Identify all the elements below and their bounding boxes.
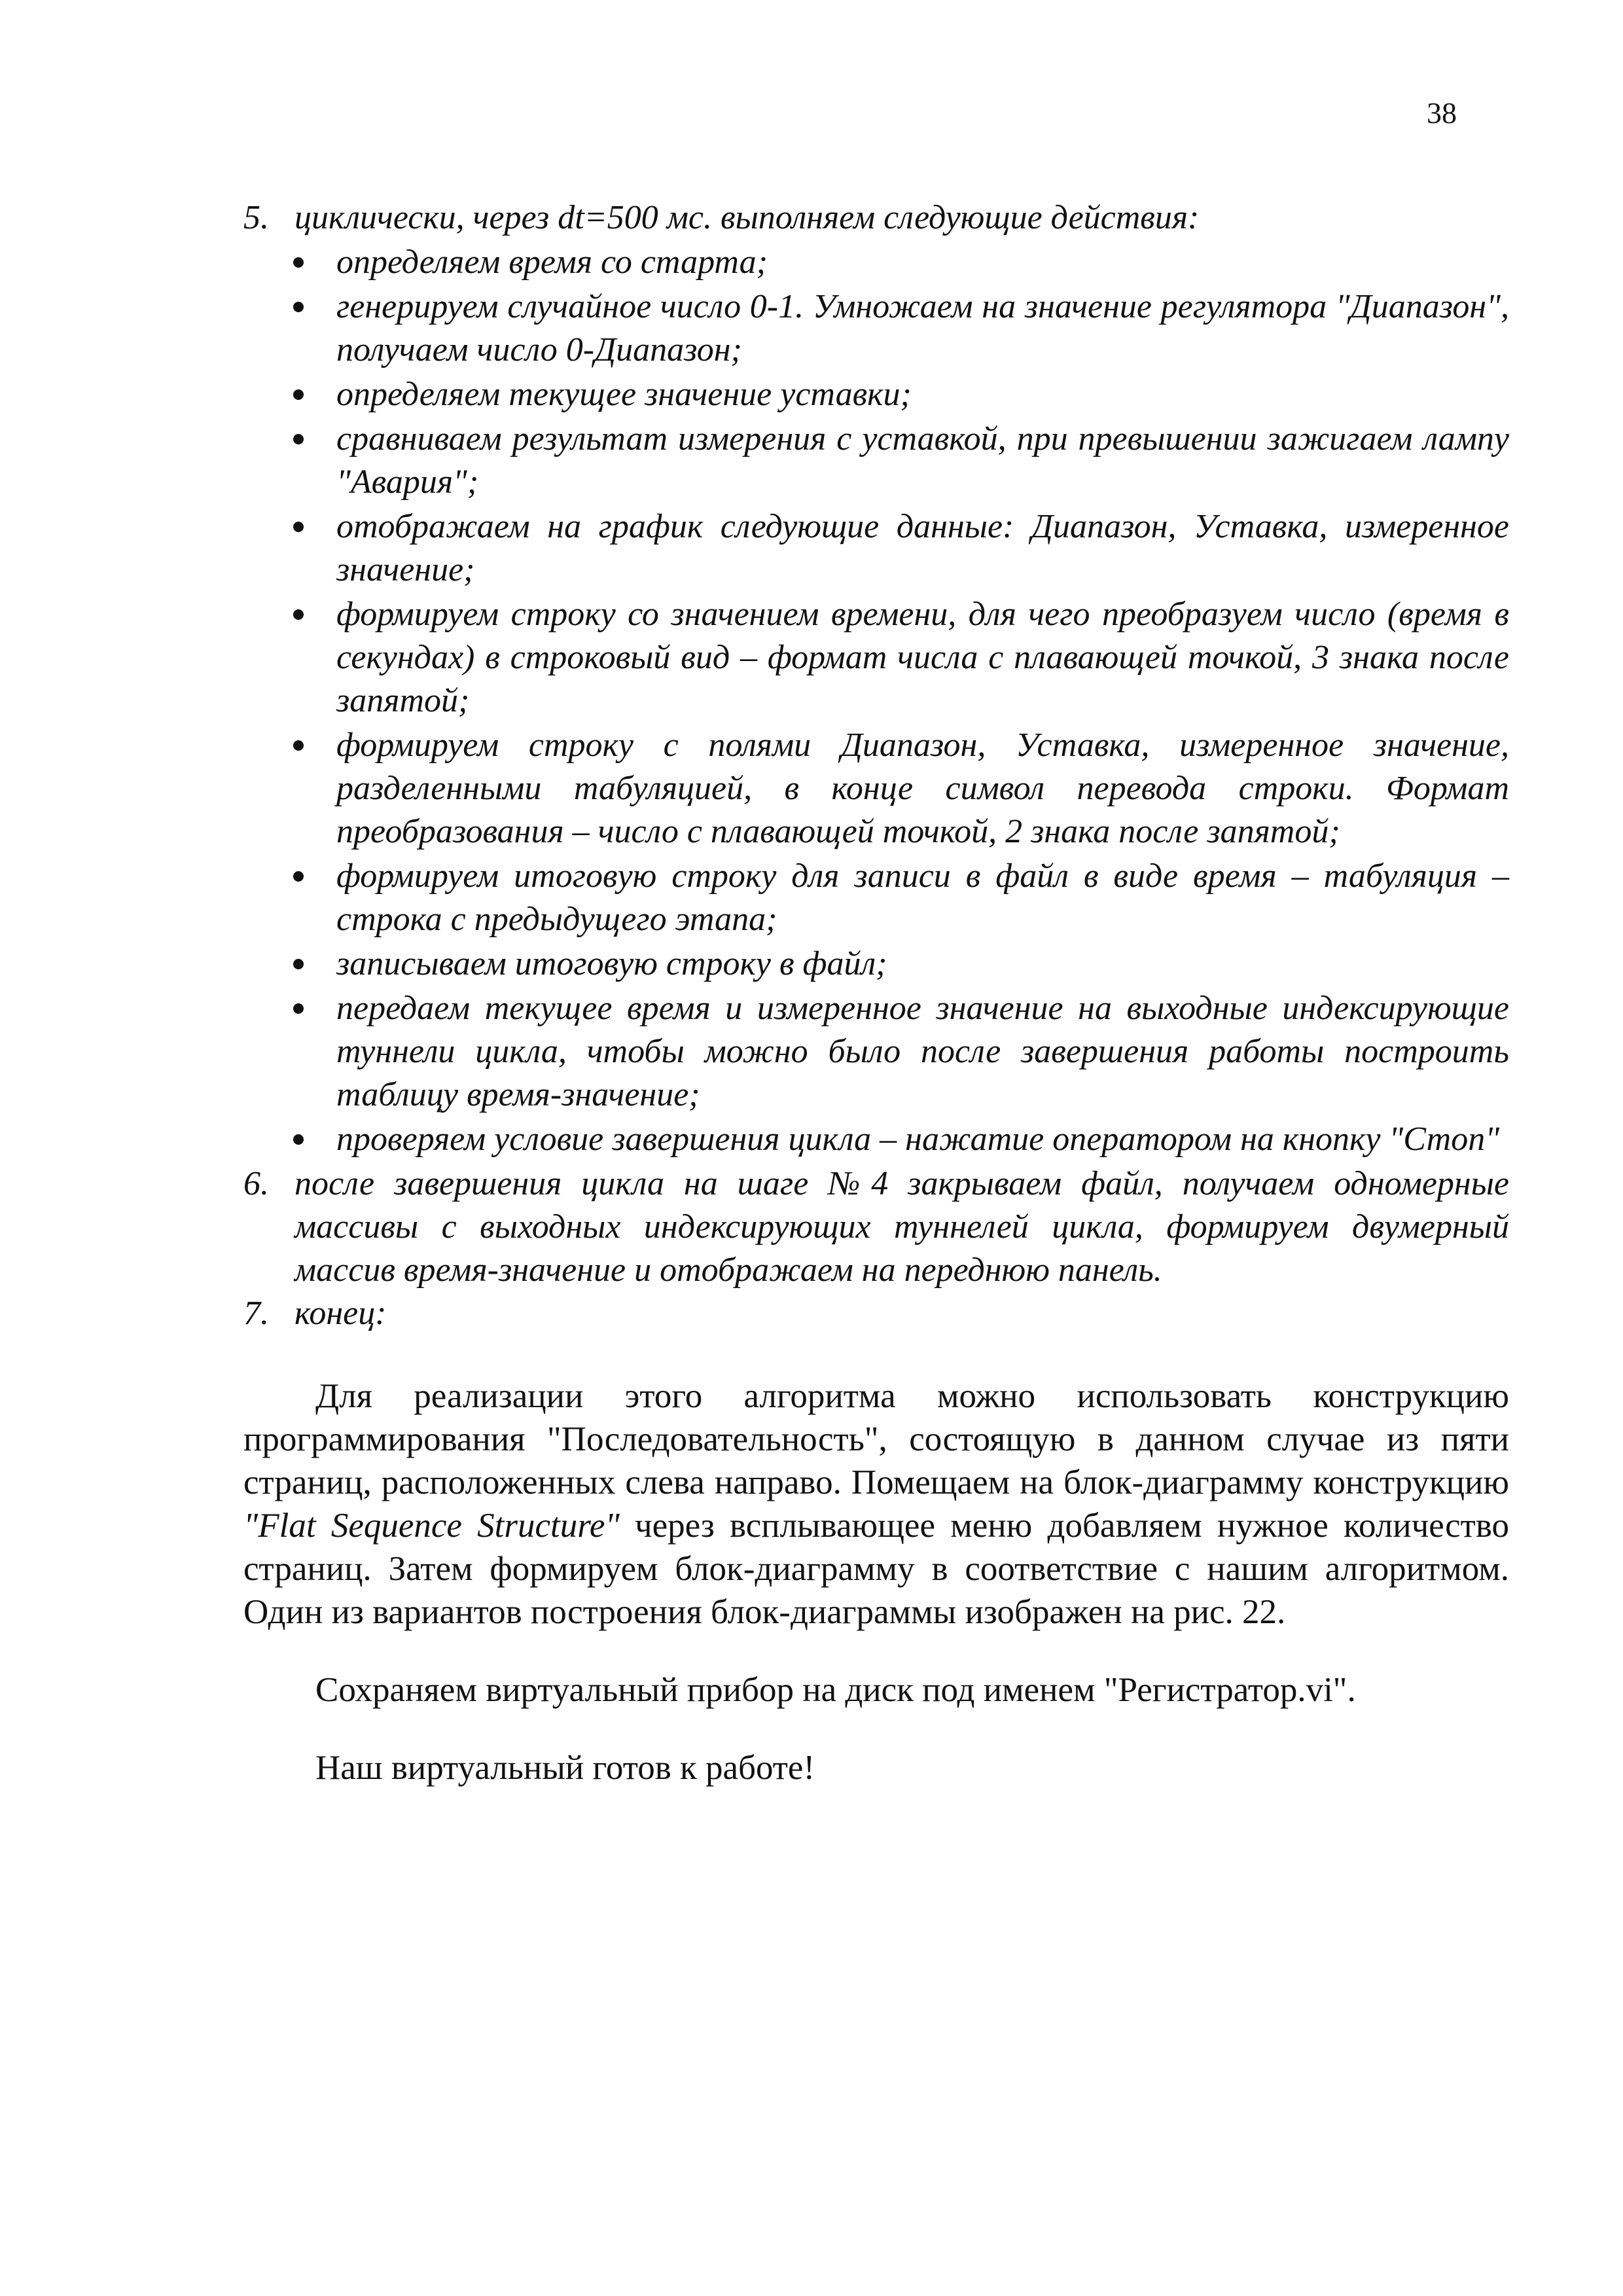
bullet-icon [293,1134,304,1145]
paragraph-ready: Наш виртуальный готов к работе! [315,1749,815,1787]
step-6-marker: 6. [243,1165,269,1202]
list-item-text: генерируем случайное число 0-1. Умножаем на значение регулятора "Диапазон", получаем число 0-Диапазон; [336,288,1509,368]
step-7-marker: 7. [243,1295,269,1332]
page-body [243,196,1509,1824]
bullet-icon [293,959,304,969]
bullet-icon [293,389,304,400]
list-item [243,987,1509,1117]
step-6-text: после завершения цикла на шаге №4 закрываем файл, получаем одномерные массивы с выходных индексирующих туннелей цикла, формируем двумерный массив время-значение и отображаем на переднюю панель. [294,1165,1509,1289]
step-5-bullet-list [243,241,1509,1161]
list-item-text: записываем итоговую строку в файл; [336,945,887,982]
list-item-text: определяем текущее значение уставки; [336,376,912,413]
list-item [243,505,1509,592]
list-item [243,418,1509,504]
paragraph-text-part-2: через всплывающее меню добавляем нужное количество страниц. Затем формируем блок-диаграмму в соответствие с нашим алгоритмом. Один из вариантов построения блок-диаграммы изображен на рис. 22. [243,1507,1509,1631]
step-5-text: циклически, через dt=500 мс. выполняем следующие действия: [294,199,1200,236]
step-7-text: конец: [294,1295,387,1332]
list-item [243,285,1509,372]
bullet-icon [293,302,304,312]
bullet-icon [293,609,304,620]
paragraph-text-italic: "Flat Sequence Structure" [243,1507,620,1545]
paragraph-text-part-1: Для реализации этого алгоритма можно использовать конструкцию программирования "Последовательность", состоящую в данном случае из пяти страниц, расположенных слева направо. Помещаем на блок-диаграмму конструкцию [243,1377,1509,1501]
list-item [243,593,1509,723]
bullet-icon [293,740,304,751]
list-item-text: определяем время со старта; [336,243,768,281]
list-item [243,942,1509,986]
list-item-text: проверяем условие завершения цикла – нажатие оператором на кнопку "Стоп" [336,1121,1500,1158]
list-item [243,241,1509,284]
list-item [243,373,1509,416]
page-number: 38 [1427,96,1457,130]
step-6 [243,1162,1509,1292]
step-5 [243,196,1509,240]
paragraph-save-vi: Сохраняем виртуальный прибор на диск под именем "Регистратор.vi". [315,1671,1356,1709]
bullet-icon [293,434,304,444]
bullet-icon [293,257,304,268]
bullet-icon [293,522,304,532]
list-item-text: формируем строку с полями Диапазон, Уставка, измеренное значение, разделенными табуляцией, в конце символ перевода строки. Формат преобразования – число с плавающей точкой, 2 знака после запятой; [336,726,1509,850]
list-item [243,855,1509,941]
list-item-text: сравниваем результат измерения с уставкой, при превышении зажигаем лампу "Авария"; [336,420,1509,501]
list-item-text: формируем итоговую строку для записи в файл в виде время – табуляция – строка с предыдущего этапа; [336,857,1509,938]
paragraph-algorithm-implementation [243,1374,1509,1634]
bullet-icon [293,1003,304,1014]
list-item [243,1118,1509,1161]
list-item-text: передаем текущее время и измеренное значение на выходные индексирующие туннели цикла, чтобы можно было после завершения работы построить таблицу время-значение; [336,990,1509,1113]
step-7 [243,1292,1509,1335]
bullet-icon [293,871,304,882]
list-item [243,724,1509,853]
step-5-marker: 5. [243,199,269,236]
list-item-text: отображаем на график следующие данные: Диапазон, Уставка, измеренное значение; [336,508,1509,588]
list-item-text: формируем строку со значением времени, для чего преобразуем число (время в секундах) в строковый вид – формат числа с плавающей точкой, 3 знака после запятой; [336,596,1509,719]
